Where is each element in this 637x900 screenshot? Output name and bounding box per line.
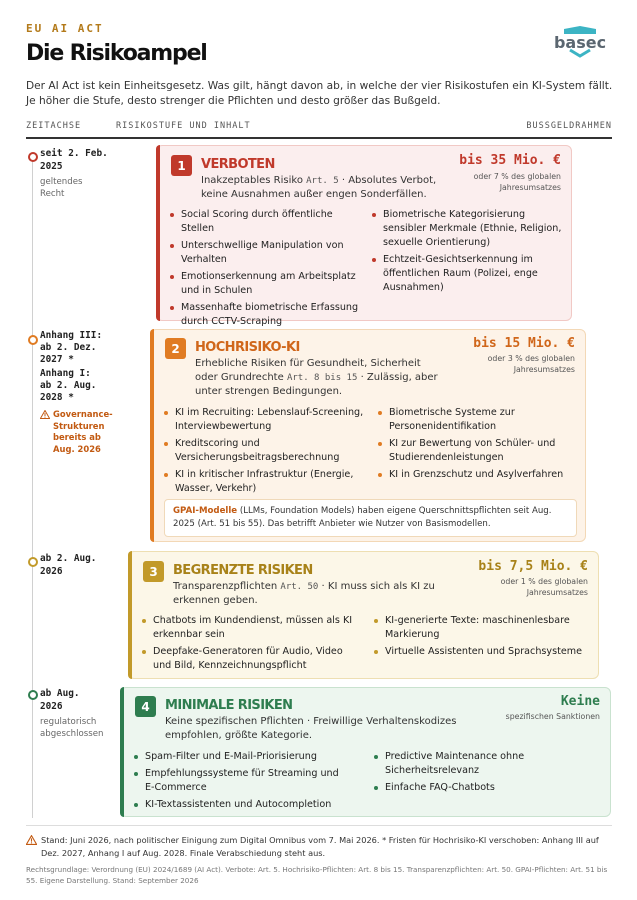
list-item: KI-Textassistenten und Autocompletion: [134, 798, 349, 812]
timeline-dot-1: [28, 152, 38, 162]
timeline-date-2e: ab 2. Aug.: [40, 380, 97, 391]
list-item: KI-generierte Texte: maschinenlesbare Markierung: [374, 614, 584, 642]
timeline-date-1: seit 2. Feb. 2025: [40, 148, 108, 172]
timeline-sub-1: geltendes Recht: [40, 177, 83, 199]
tier-list-left: [164, 406, 364, 499]
tier-title: BEGRENZTE RISIKEN: [173, 563, 313, 578]
list-item: Echtzeit-Gesichtserkennung im öffentlichen Raum (Polizei, enge Ausnahmen): [372, 253, 567, 295]
tier-list-right: [374, 750, 574, 798]
page-title: Die Risikoampel: [26, 41, 207, 66]
tier-list-right: [374, 614, 584, 662]
tier-description: Transparenzpflichten Art. 50 · KI muss sich als KI zu erkennen geben.: [173, 581, 435, 606]
timeline-date-2d: Anhang I:: [40, 368, 91, 379]
timeline-sub-4: regulatorisch abgeschlossen: [40, 717, 104, 739]
col-fines: BUSSGELDRAHMEN: [526, 121, 612, 131]
timeline-date-2c: 2027 *: [40, 354, 74, 365]
list-item: Unterschwellige Manipulation von Verhalten: [170, 239, 365, 267]
tier-fine: Keine: [560, 694, 600, 709]
tier-number: 3: [143, 561, 164, 582]
tier-card-hochrisiko: [150, 329, 586, 542]
list-item: Emotionserkennung am Arbeitsplatz und in Schulen: [170, 270, 365, 298]
footer-legal: Rechtsgrundlage: Verordnung (EU) 2024/1689 (AI Act). Verbote: Art. 5. Hochrisiko-Pflichten: Art. 8 bis 15. Transparenzpflichten: Art. 50. GPAI-Pflichten: Art. 51 bis 55. Eigene Darstellung. Stand: September 2026: [26, 865, 608, 885]
timeline-date-2b: ab 2. Dez.: [40, 342, 97, 353]
header-divider: [26, 137, 612, 139]
col-timeline: ZEITACHSE: [26, 121, 82, 131]
intro-text: Der AI Act ist kein Einheitsgesetz. Was gilt, hängt davon ab, in welche der vier Risikostufen ein KI-System fällt. Je höher die Stufe, desto strenger die Pflichten und desto größer das Bußgeld.: [26, 80, 613, 107]
list-item: KI zur Bewertung von Schüler- und Studierendenleistungen: [378, 437, 573, 465]
list-item: KI im Recruiting: Lebenslauf-Screening, Interviewbewertung: [164, 406, 364, 434]
tier-title: MINIMALE RISIKEN: [165, 698, 293, 713]
tier-fine: bis 7,5 Mio. €: [478, 559, 588, 574]
tier-description: Inakzeptables Risiko Art. 5 · Absolutes Verbot, keine Ausnahmen außer engen Sonderfällen.: [201, 175, 437, 200]
list-item: Biometrische Systeme zur Personenidentifikation: [378, 406, 573, 434]
list-item: Chatbots im Kundendienst, müssen als KI erkennbar sein: [142, 614, 357, 642]
list-item: Einfache FAQ-Chatbots: [374, 781, 574, 795]
tier-description: Erhebliche Risiken für Gesundheit, Sicherheit oder Grundrechte Art. 8 bis 15 · Zulässig, aber unter strengen Bedingungen.: [195, 358, 438, 397]
gpai-note: GPAI-Modelle (LLMs, Foundation Models) haben eigene Querschnittspflichten seit Aug. 2025 (Art. 51 bis 55). Das betrifft Anbieter wie Nutzer von Basismodellen.: [164, 499, 577, 537]
timeline-dot-4: [28, 690, 38, 700]
list-item: Empfehlungssysteme für Streaming und E-Commerce: [134, 767, 349, 795]
tier-accent: [128, 551, 132, 679]
tier-list-right: [372, 208, 567, 298]
tier-card-begrenzt: [128, 551, 599, 679]
tier-card-verboten: [156, 145, 572, 327]
tier-list-right: [378, 406, 573, 485]
logo-text: basec: [553, 33, 607, 52]
list-item: Virtuelle Assistenten und Sprachsysteme: [374, 645, 584, 659]
footer-divider: [26, 825, 612, 826]
list-item: Predictive Maintenance ohne Sicherheitsrelevanz: [374, 750, 574, 778]
tier-fine-sub: spezifischen Sanktionen: [505, 712, 600, 721]
list-item: KI in kritischer Infrastruktur (Energie, Wasser, Verkehr): [164, 468, 364, 496]
timeline-dot-3: [28, 557, 38, 567]
timeline-warning-text: Governance-Strukturen bereits ab Aug. 2026: [53, 409, 113, 454]
tier-title: VERBOTEN: [201, 157, 275, 172]
tier-card-minimal: [120, 687, 611, 817]
eyebrow: EU AI ACT: [26, 22, 104, 35]
tier-title: HOCHRISIKO-KI: [195, 340, 300, 355]
tier-fine-sub: oder 3 % des globalen Jahresumsatzes: [487, 354, 575, 374]
tier-accent: [150, 329, 154, 542]
tier-list-left: [170, 208, 365, 332]
tier-list-left: [142, 614, 357, 676]
warning-icon: [26, 835, 37, 845]
brand-logo: [546, 26, 614, 70]
tier-description: Keine spezifischen Pflichten · Freiwillige Verhaltenskodizes empfohlen, größte Kategorie.: [165, 716, 457, 741]
list-item: Deepfake-Generatoren für Audio, Video und Bild, Kennzeichnungspflicht: [142, 645, 357, 673]
timeline-date-2a: Anhang III:: [40, 330, 103, 341]
tier-accent: [120, 687, 124, 817]
tier-fine: bis 35 Mio. €: [459, 153, 561, 168]
list-item: Massenhafte biometrische Erfassung durch CCTV-Scraping: [170, 301, 365, 329]
list-item: Spam-Filter und E-Mail-Priorisierung: [134, 750, 349, 764]
timeline-date-2f: 2028 *: [40, 392, 74, 403]
timeline-date-3: ab 2. Aug. 2026: [40, 553, 97, 577]
tier-fine-sub: oder 7 % des globalen Jahresumsatzes: [473, 172, 561, 192]
footer-status: [26, 834, 614, 859]
list-item: Kreditscoring und Versicherungsbeitragsberechnung: [164, 437, 364, 465]
warning-icon: [40, 410, 50, 419]
col-content: RISIKOSTUFE UND INHALT: [116, 121, 251, 131]
footer-status-text: Stand: Juni 2026, nach politischer Einigung zum Digital Omnibus vom 7. Mai 2026. * Fristen für Hochrisiko-KI verschoben: Anhang III auf Dez. 2027, Anhang I auf Aug. 2028. Finale Verabschiedung steht aus.: [41, 835, 599, 858]
list-item: Biometrische Kategorisierung sensibler Merkmale (Ethnie, Religion, sexuelle Orientierung): [372, 208, 567, 250]
timeline-warning: [40, 409, 118, 455]
tier-number: 1: [171, 155, 192, 176]
tier-list-left: [134, 750, 349, 815]
list-item: Social Scoring durch öffentliche Stellen: [170, 208, 365, 236]
tier-accent: [156, 145, 160, 321]
timeline-date-4: ab Aug. 2026: [40, 688, 80, 712]
tier-number: 4: [135, 696, 156, 717]
shield-logo-icon: [546, 26, 614, 70]
tier-fine-sub: oder 1 % des globalen Jahresumsatzes: [500, 577, 588, 597]
tier-number: 2: [165, 338, 186, 359]
timeline-line: [32, 156, 33, 818]
list-item: KI in Grenzschutz und Asylverfahren: [378, 468, 573, 482]
timeline-dot-2: [28, 335, 38, 345]
tier-fine: bis 15 Mio. €: [473, 336, 575, 351]
